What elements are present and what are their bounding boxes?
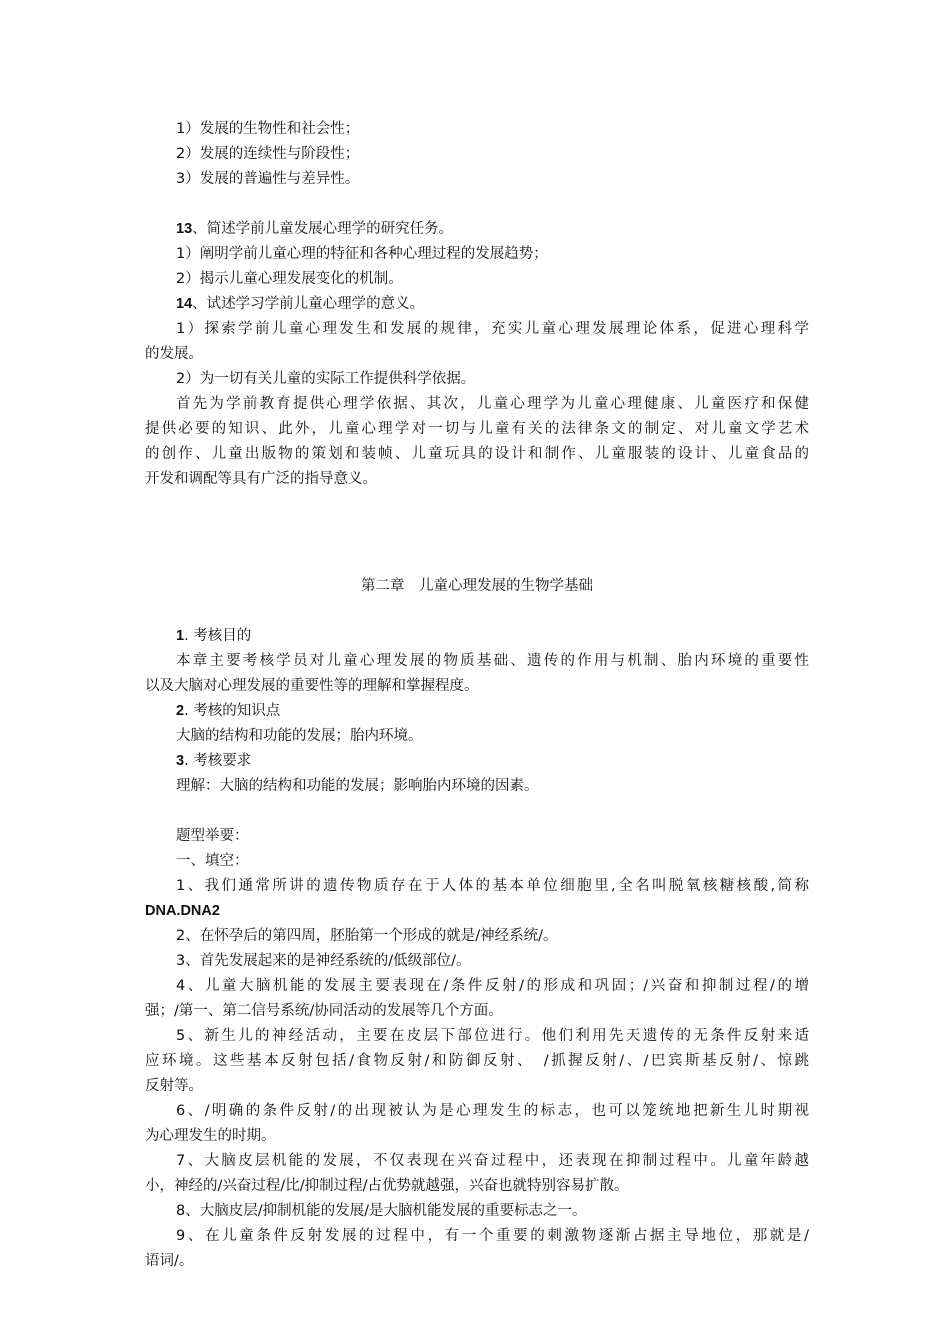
paragraph-line: 开发和调配等具有广泛的指导意义。 [145, 471, 377, 487]
paragraph-line: 反射等。 [145, 1078, 203, 1094]
fill-blank-heading: 一、填空： [176, 853, 249, 869]
paragraph-line: 1、我们通常所讲的遗传物质存在于人体的基本单位细胞里,全名叫脱氧核糖核酸,简称 [176, 878, 809, 894]
section-number: 2 [176, 703, 185, 719]
paragraph-line: 大脑的结构和功能的发展；胎内环境。 [176, 728, 423, 744]
spacer [145, 533, 809, 574]
question-text: 、简述学前儿童发展心理学的研究任务。 [192, 221, 454, 237]
question-text: 、试述学习学前儿童心理学的意义。 [192, 296, 425, 312]
paragraph-line: DNA.DNA2 [145, 903, 220, 919]
list-item: 2）发展的连续性与阶段性； [176, 146, 360, 162]
paragraph-line: 强；/第一、第二信号系统/协同活动的发展等几个方面。 [145, 1003, 503, 1019]
paragraph-line: 2、在怀孕后的第四周，胚胎第一个形成的就是/神经系统/。 [176, 928, 558, 944]
paragraph-line: 小，神经的/兴奋过程/比/抑制过程/占优势就越强，兴奋也就特别容易扩散。 [145, 1178, 629, 1194]
paragraph-line: 语词/。 [145, 1253, 194, 1269]
section-title: . 考核的知识点 [184, 703, 281, 719]
paragraph-line: 为心理发生的时期。 [145, 1128, 276, 1144]
question-number: 14 [176, 296, 193, 312]
section-heading [145, 624, 809, 649]
paragraph-line: 的发展。 [145, 346, 203, 362]
paragraph-line: 9、在儿童条件反射发展的过程中，有一个重要的刺激物逐渐占据主导地位，那就是/ [176, 1228, 809, 1244]
paragraph-line: 2）为一切有关儿童的实际工作提供科学依据。 [176, 371, 476, 387]
paragraph-line: 提供必要的知识、此外，儿童心理学对一切与儿童有关的法律条文的制定、对儿童文学艺术 [145, 421, 809, 437]
paragraph-line: 3、首先发展起来的是神经系统的/低级部位/。 [176, 953, 471, 969]
section-number: 3 [176, 753, 185, 769]
paragraph-line: 5、新生儿的神经活动，主要在皮层下部位进行。他们利用先天遗传的无条件反射来适 [176, 1028, 809, 1044]
examples-heading: 题型举要： [176, 828, 249, 844]
spacer [145, 492, 809, 533]
section-title: . 考核目的 [184, 628, 252, 644]
question-13-title [145, 217, 809, 242]
paragraph-line: 4、儿童大脑机能的发展主要表现在/条件反射/的形成和巩固；/兴奋和抑制过程/的增 [176, 978, 809, 994]
paragraph-line: 的创作、儿童出版物的策划和装帧、儿童玩具的设计和制作、儿童服装的设计、儿童食品的 [145, 446, 809, 462]
paragraph-line: 首先为学前教育提供心理学依据、其次，儿童心理学为儿童心理健康、儿童医疗和保健 [176, 396, 809, 412]
question-14-title [145, 292, 809, 317]
section-number: 1 [176, 628, 185, 644]
list-item: 3）发展的普遍性与差异性。 [176, 171, 360, 187]
section-heading [145, 699, 809, 724]
list-item: 1）发展的生物性和社会性； [176, 121, 360, 137]
list-item: 1）阐明学前儿童心理的特征和各种心理过程的发展趋势； [176, 246, 548, 262]
paragraph-line: 应环境。这些基本反射包括/食物反射/和防御反射、 /抓握反射/、/巴宾斯基反射/、惊跳 [145, 1053, 809, 1069]
spacer [145, 799, 809, 824]
paragraph-line: 1）探索学前儿童心理发生和发展的规律，充实儿童心理发展理论体系，促进心理科学 [176, 321, 809, 337]
paragraph-line: 本章主要考核学员对儿童心理发展的物质基础、遗传的作用与机制、胎内环境的重要性 [176, 653, 809, 669]
paragraph-line: 以及大脑对心理发展的重要性等的理解和掌握程度。 [145, 678, 479, 694]
paragraph-line: 8、大脑皮层/抑制机能的发展/是大脑机能发展的重要标志之一。 [176, 1203, 587, 1219]
paragraph-line: 理解：大脑的结构和功能的发展；影响胎内环境的因素。 [176, 778, 539, 794]
document-body [145, 117, 809, 1274]
question-number: 13 [176, 221, 193, 237]
paragraph-line: 7、大脑皮层机能的发展，不仅表现在兴奋过程中，还表现在抑制过程中。儿童年龄越 [176, 1153, 809, 1169]
list-item: 2）揭示儿童心理发展变化的机制。 [176, 271, 403, 287]
spacer [145, 192, 809, 217]
section-title: . 考核要求 [184, 753, 252, 769]
paragraph-line: 6、/明确的条件反射/的出现被认为是心理发生的标志，也可以笼统地把新生儿时期视 [176, 1103, 809, 1119]
spacer [145, 599, 809, 624]
section-heading [145, 749, 809, 774]
chapter-heading: 第二章 儿童心理发展的生物学基础 [361, 578, 593, 594]
